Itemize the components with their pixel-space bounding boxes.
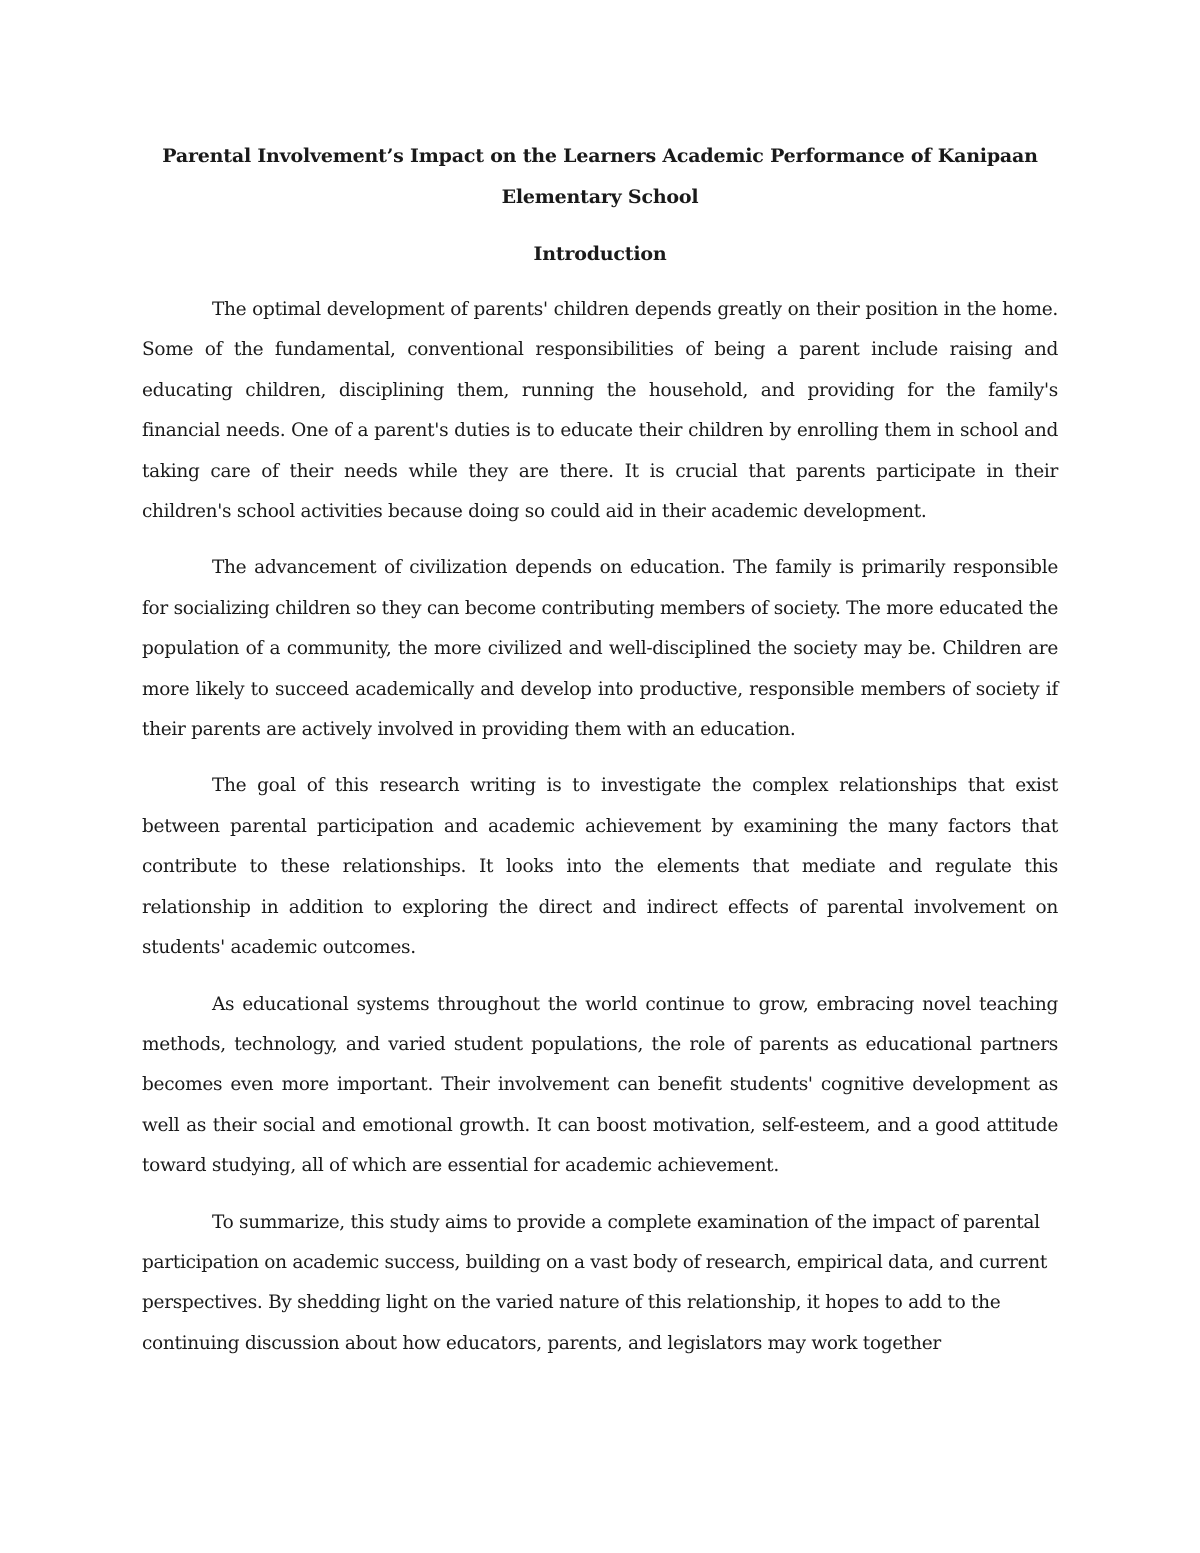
paragraph-4: As educational systems throughout the world continue to grow, embracing novel teaching methods, technology, and varied student populations, the role of parents as educational partners becomes even more important. Their involvement can benefit students' cognitive development as well as their social and emotional growth. It can boost motivation, self-esteem, and a good attitude toward studying, all of which are essential for academic achievement. xyxy=(142,993,1058,1177)
paragraph-3: The goal of this research writing is to investigate the complex relationships that exist between parental participation and academic achievement by examining the many factors that contribute to these relationships. It looks into the elements that mediate and regulate this relationship in addition to exploring the direct and indirect effects of parental involvement on students' academic outcomes. xyxy=(142,775,1058,959)
section-heading: Introduction xyxy=(533,243,667,265)
paragraph-1: The optimal development of parents' children depends greatly on their position in the home. Some of the fundamental, conventional responsibilities of being a parent include raising and educating children, disciplining them, running the household, and providing for the family's financial needs. One of a parent's duties is to educate their children by enrolling them in school and taking care of their needs while they are there. It is crucial that parents participate in their children's school activities because doing so could aid in their academic development. xyxy=(142,299,1058,523)
document-title: Parental Involvement’s Impact on the Learners Academic Performance of Kanipaan Elementary School xyxy=(162,145,1038,208)
paragraph-2: The advancement of civilization depends on education. The family is primarily responsible for socializing children so they can become contributing members of society. The more educated the population of a community, the more civilized and well-disciplined the society may be. Children are more likely to succeed academically and develop into productive, responsible members of society if their parents are actively involved in providing them with an education. xyxy=(142,557,1058,741)
paragraph-5: To summarize, this study aims to provide a complete examination of the impact of parental participation on academic success, building on a vast body of research, empirical data, and current perspectives. By shedding light on the varied nature of this relationship, it hopes to add to the continuing discussion about how educators, parents, and legislators may work together xyxy=(142,1211,1047,1354)
document-page xyxy=(142,136,1058,1380)
